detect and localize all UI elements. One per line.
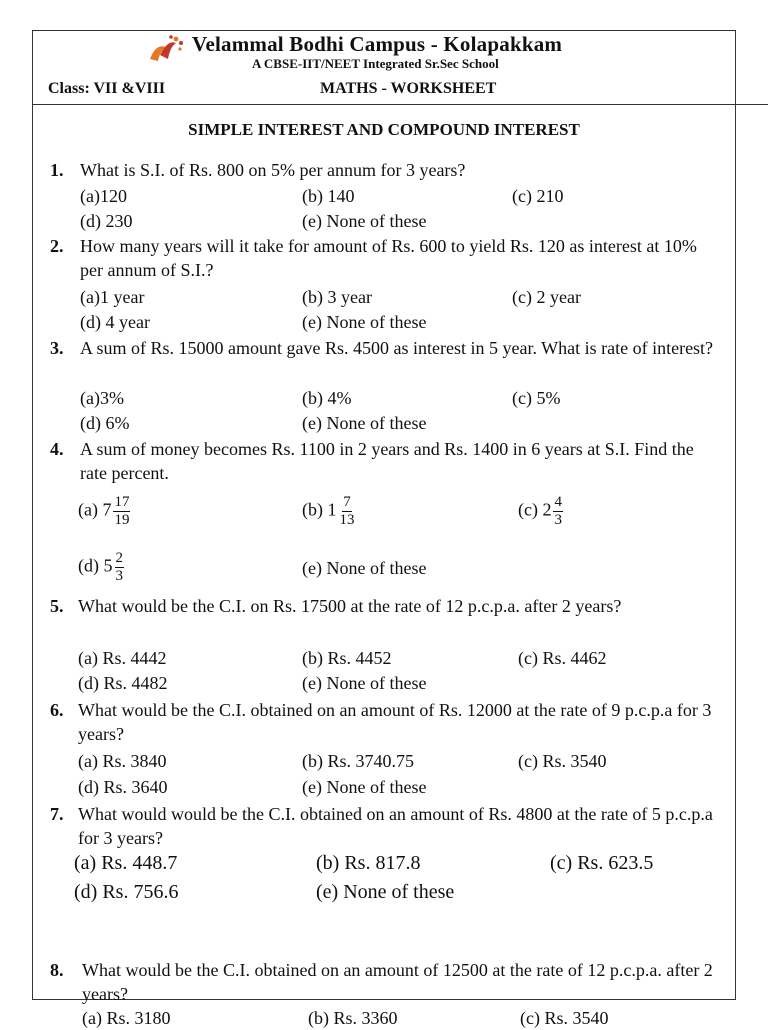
fraction bbox=[113, 494, 130, 529]
fraction-denominator: 3 bbox=[115, 568, 123, 584]
option-e: (e) None of these bbox=[302, 413, 427, 433]
question-number: 6. bbox=[50, 700, 64, 720]
option-d: (d) Rs. 4482 bbox=[78, 673, 168, 693]
school-subtitle: A CBSE-IIT/NEET Integrated Sr.Sec School bbox=[252, 56, 499, 71]
option-e: (e) None of these bbox=[302, 558, 427, 578]
header-divider bbox=[32, 104, 768, 105]
option-b: (b) Rs. 3360 bbox=[308, 1008, 398, 1028]
option-a: (a) Rs. 448.7 bbox=[74, 852, 178, 874]
question-5 bbox=[50, 594, 722, 618]
fraction-numerator: 7 bbox=[343, 494, 351, 510]
question-4 bbox=[50, 437, 722, 485]
option-d: (d) 6% bbox=[80, 413, 130, 433]
option-d: (d) Rs. 3640 bbox=[78, 777, 168, 797]
question-number: 8. bbox=[50, 960, 64, 980]
fraction bbox=[553, 494, 563, 529]
option-d: (d) 230 bbox=[80, 211, 133, 231]
fraction-denominator: 3 bbox=[554, 512, 562, 528]
option-a: (a)1 year bbox=[80, 287, 145, 307]
question-text: What would be the C.I. on Rs. 17500 at the rate of 12 p.c.p.a. after 2 years? bbox=[78, 596, 622, 616]
option-c: (c) 5% bbox=[512, 388, 561, 408]
option-label: (d) 5 bbox=[78, 555, 113, 576]
question-6 bbox=[50, 698, 722, 746]
option-label: (b) 1 bbox=[302, 499, 337, 520]
option-label: (a) 7 bbox=[78, 499, 112, 520]
school-name: Velammal Bodhi Campus - Kolapakkam bbox=[192, 32, 563, 56]
fraction-denominator: 13 bbox=[339, 512, 355, 528]
question-3 bbox=[50, 336, 722, 360]
question-text: A sum of Rs. 15000 amount gave Rs. 4500 as interest in 5 year. What is rate of interest? bbox=[80, 338, 714, 358]
fraction-numerator: 17 bbox=[114, 494, 130, 510]
fraction bbox=[339, 494, 356, 529]
option-e: (e) None of these bbox=[302, 312, 427, 332]
option-e: (e) None of these bbox=[302, 777, 427, 797]
question-number: 3. bbox=[50, 338, 64, 358]
fraction bbox=[115, 550, 125, 585]
subject-label: MATHS - WORKSHEET bbox=[320, 80, 497, 97]
option-a: (a) Rs. 3840 bbox=[78, 751, 167, 771]
question-number: 4. bbox=[50, 439, 64, 459]
option-b: (b) Rs. 817.8 bbox=[316, 852, 421, 874]
school-logo-icon bbox=[146, 33, 186, 65]
fraction-numerator: 4 bbox=[554, 494, 562, 510]
option-d: (d) Rs. 756.6 bbox=[74, 881, 179, 903]
option-b: (b) Rs. 4452 bbox=[302, 648, 392, 668]
question-text: How many years will it take for amount of Rs. 600 to yield Rs. 120 as interest at 10% per annum of S.I.? bbox=[80, 236, 697, 280]
option-a: (a)3% bbox=[80, 388, 124, 408]
option-b bbox=[302, 494, 356, 529]
question-number: 7. bbox=[50, 804, 64, 824]
question-text: A sum of money becomes Rs. 1100 in 2 years and Rs. 1400 in 6 years at S.I. Find the rate percent. bbox=[80, 439, 694, 483]
option-c: (c) 210 bbox=[512, 186, 564, 206]
worksheet-title: SIMPLE INTEREST AND COMPOUND INTEREST bbox=[188, 120, 580, 139]
option-d: (d) 4 year bbox=[80, 312, 150, 332]
option-e: (e) None of these bbox=[316, 881, 455, 903]
fraction-denominator: 19 bbox=[114, 512, 130, 528]
option-b: (b) 140 bbox=[302, 186, 355, 206]
option-c: (c) Rs. 3540 bbox=[520, 1008, 609, 1028]
question-number: 1. bbox=[50, 160, 64, 180]
question-text: What is S.I. of Rs. 800 on 5% per annum for 3 years? bbox=[80, 160, 466, 180]
option-a bbox=[78, 494, 130, 529]
question-8 bbox=[50, 958, 722, 1006]
option-c: (c) 2 year bbox=[512, 287, 581, 307]
question-text: What would be the C.I. obtained on an amount of Rs. 12000 at the rate of 9 p.c.p.a for 3 years? bbox=[78, 700, 712, 744]
question-7 bbox=[50, 802, 722, 850]
option-c: (c) Rs. 3540 bbox=[518, 751, 607, 771]
option-label: (c) 2 bbox=[518, 499, 552, 520]
option-e: (e) None of these bbox=[302, 673, 427, 693]
question-text: What would would be the C.I. obtained on an amount of Rs. 4800 at the rate of 5 p.c.p.a for 3 years? bbox=[78, 804, 713, 848]
question-text: What would be the C.I. obtained on an amount of 12500 at the rate of 12 p.c.p.a. after 2 years? bbox=[82, 960, 713, 1004]
option-c: (c) Rs. 4462 bbox=[518, 648, 607, 668]
option-a: (a) Rs. 3180 bbox=[82, 1008, 171, 1028]
option-a: (a) Rs. 4442 bbox=[78, 648, 167, 668]
option-b: (b) Rs. 3740.75 bbox=[302, 751, 414, 771]
question-2 bbox=[50, 234, 722, 282]
question-1 bbox=[50, 158, 722, 182]
question-number: 5. bbox=[50, 596, 64, 616]
option-b: (b) 3 year bbox=[302, 287, 372, 307]
option-e: (e) None of these bbox=[302, 211, 427, 231]
option-a: (a)120 bbox=[80, 186, 127, 206]
option-c bbox=[518, 494, 563, 529]
fraction-numerator: 2 bbox=[115, 550, 123, 566]
option-d bbox=[78, 550, 124, 585]
option-c: (c) Rs. 623.5 bbox=[550, 852, 654, 874]
option-b: (b) 4% bbox=[302, 388, 352, 408]
class-label: Class: VII &VIII bbox=[48, 80, 166, 97]
question-number: 2. bbox=[50, 236, 64, 256]
